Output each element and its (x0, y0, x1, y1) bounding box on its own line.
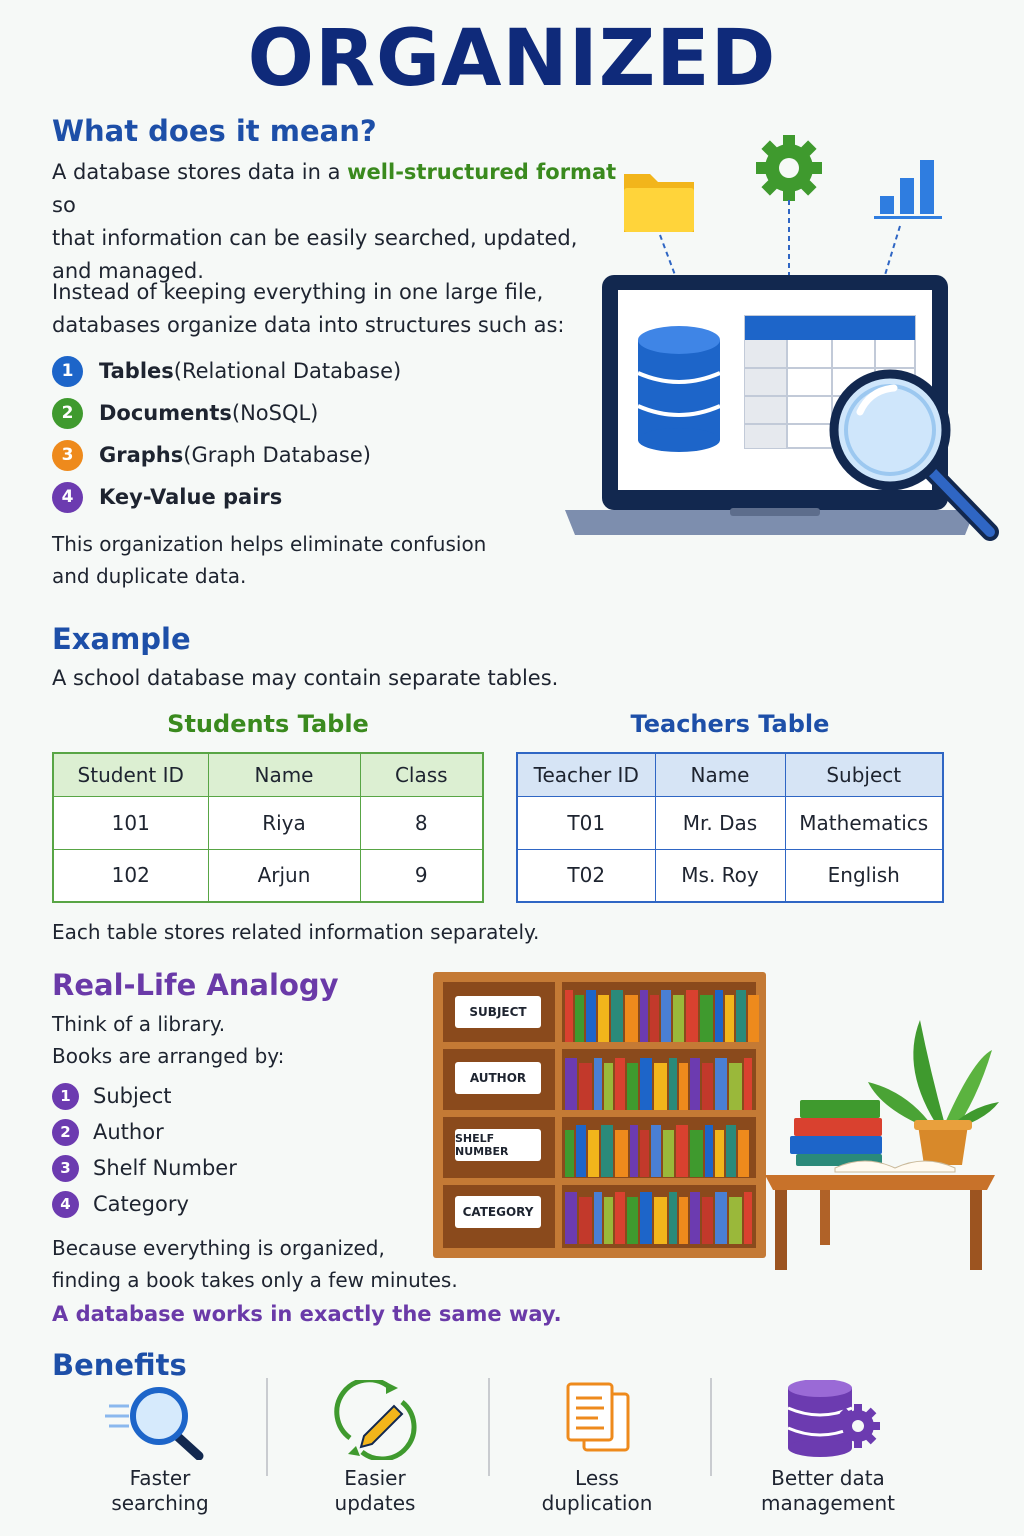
book-spine (615, 1058, 625, 1110)
benefit-easier-updates (310, 1380, 440, 1516)
p3-line1: This organization helps eliminate confusion (52, 532, 487, 556)
p1-line3: and managed. (52, 259, 204, 283)
number-badge: 4 (52, 1191, 79, 1218)
table-cell: Arjun (208, 849, 360, 902)
book-spine (679, 1063, 688, 1110)
page-title: ORGANIZED (247, 14, 777, 104)
table-cell: T02 (517, 849, 655, 902)
list-item (52, 1186, 237, 1222)
book-spine (725, 995, 734, 1042)
meaning-heading: What does it mean? (52, 114, 377, 148)
book-spine (594, 1192, 602, 1244)
structure-name: Key-Value pairs (99, 485, 283, 509)
benefit-label (532, 1466, 662, 1516)
book-spine (676, 1125, 688, 1177)
bar-chart-icon (874, 160, 942, 219)
desk-illustration (760, 1000, 1005, 1280)
analogy-closing (52, 1232, 458, 1296)
book-spine (726, 1125, 736, 1177)
book-spine (702, 1063, 713, 1110)
book-spine (669, 1192, 677, 1244)
list-item (52, 1114, 237, 1150)
table-row (517, 849, 943, 902)
database-gear-icon (750, 1380, 906, 1460)
pencil-refresh-icon (310, 1380, 440, 1460)
closing-line1: Because everything is organized, (52, 1236, 385, 1260)
benefit-line2: duplication (541, 1491, 653, 1515)
book-spine (640, 1130, 649, 1177)
book-spine (576, 1125, 586, 1177)
benefit-line1: Easier (344, 1466, 406, 1490)
structures-list (52, 350, 401, 518)
laptop-illustration (560, 130, 1010, 550)
divider (266, 1378, 268, 1476)
gear-icon (756, 135, 822, 201)
benefit-label (95, 1466, 225, 1516)
number-badge: 3 (52, 1155, 79, 1182)
book-spine (700, 995, 713, 1042)
book-spine (604, 1197, 613, 1244)
book-spine (705, 1125, 713, 1177)
p2-line1: Instead of keeping everything in one large file, (52, 280, 544, 304)
book-spine (702, 1197, 713, 1244)
p1-line2: that information can be easily searched, updated, (52, 226, 578, 250)
p1-text: A database stores data in a (52, 160, 348, 184)
number-badge: 2 (52, 398, 83, 429)
book-spine (588, 1130, 599, 1177)
book-spine (679, 1197, 688, 1244)
list-item (52, 434, 401, 476)
table-row (53, 849, 483, 902)
benefit-line2: searching (111, 1491, 209, 1515)
book-spine (627, 1063, 638, 1110)
book-spine (661, 990, 671, 1042)
example-heading: Example (52, 622, 191, 656)
book-spine (640, 990, 648, 1042)
benefit-line1: Faster (129, 1466, 191, 1490)
teachers-table-title: Teachers Table (630, 710, 830, 738)
analogy-line1: Think of a library. (52, 1012, 226, 1036)
structure-desc: (NoSQL) (231, 401, 319, 425)
table-cell: 101 (53, 796, 208, 849)
book-spine (625, 995, 638, 1042)
table-cell: Mr. Das (655, 796, 785, 849)
benefit-better-data-management (750, 1380, 906, 1516)
table-cell: Riya (208, 796, 360, 849)
book-spine (654, 1197, 667, 1244)
shelf-label-shelf-number: SHELF NUMBER (455, 1129, 541, 1161)
example-intro: A school database may contain separate tables. (52, 666, 559, 690)
plant-icon (868, 1020, 999, 1165)
benefit-line2: management (761, 1491, 895, 1515)
column-header: Teacher ID (517, 753, 655, 796)
divider (710, 1378, 712, 1476)
column-header: Subject (785, 753, 943, 796)
analogy-line2: Books are arranged by: (52, 1044, 285, 1068)
book-spine (604, 1063, 613, 1110)
number-badge: 2 (52, 1119, 79, 1146)
teachers-table (516, 752, 944, 903)
students-table-title: Students Table (167, 710, 369, 738)
book-spine (669, 1058, 677, 1110)
list-item (52, 392, 401, 434)
book-spine (744, 1192, 752, 1244)
structure-desc: (Graph Database) (183, 443, 371, 467)
book-spine (690, 1130, 703, 1177)
example-note: Each table stores related information separately. (52, 920, 540, 944)
book-spine (729, 1197, 742, 1244)
book-spine (651, 1125, 661, 1177)
list-item (52, 350, 401, 392)
book-spine (640, 1058, 652, 1110)
list-item-label: Author (93, 1120, 164, 1144)
meaning-paragraph-3 (52, 528, 486, 592)
book-spine (575, 995, 584, 1042)
list-item-label: Subject (93, 1084, 172, 1108)
structure-name: Tables (99, 359, 174, 383)
list-item (52, 476, 401, 518)
magnifier-icon (95, 1380, 225, 1460)
column-header: Name (208, 753, 360, 796)
column-header: Name (655, 753, 785, 796)
table-cell: 8 (360, 796, 483, 849)
table-cell: 102 (53, 849, 208, 902)
number-badge: 1 (52, 1083, 79, 1110)
benefits-heading: Benefits (52, 1348, 187, 1382)
meaning-paragraph-1 (52, 156, 622, 288)
book-spine (690, 1192, 700, 1244)
divider (488, 1378, 490, 1476)
book-spine (673, 995, 684, 1042)
benefit-line1: Less (575, 1466, 619, 1490)
benefit-less-duplication (532, 1380, 662, 1516)
column-header: Class (360, 753, 483, 796)
table-header-row (53, 753, 483, 796)
book-spine (686, 990, 698, 1042)
p1-highlight: well-structured format (347, 160, 617, 184)
book-spine (715, 990, 723, 1042)
analogy-tagline: A database works in exactly the same way. (52, 1302, 562, 1326)
book-spine (748, 995, 759, 1042)
book-spine (650, 995, 659, 1042)
book-spine (736, 990, 746, 1042)
table-header-row (517, 753, 943, 796)
benefit-label (750, 1466, 906, 1516)
list-item (52, 1078, 237, 1114)
book-spine (601, 1125, 613, 1177)
column-header: Student ID (53, 753, 208, 796)
analogy-intro (52, 1008, 284, 1072)
table-cell: Ms. Roy (655, 849, 785, 902)
documents-icon (532, 1380, 662, 1460)
book-spine (715, 1058, 727, 1110)
book-spine (663, 1130, 674, 1177)
book-spine (744, 1058, 752, 1110)
table-row (517, 796, 943, 849)
list-item (52, 1150, 237, 1186)
bookshelf-illustration (433, 972, 766, 1258)
table-cell: 9 (360, 849, 483, 902)
analogy-list (52, 1078, 237, 1222)
book-spine (579, 1063, 592, 1110)
book-spine (586, 990, 596, 1042)
book-spine (654, 1063, 667, 1110)
book-spine (615, 1130, 628, 1177)
number-badge: 4 (52, 482, 83, 513)
database-icon (638, 326, 720, 452)
benefit-line1: Better data (771, 1466, 885, 1490)
book-spine (640, 1192, 652, 1244)
book-spine (630, 1125, 638, 1177)
book-spine (738, 1130, 749, 1177)
book-spine (611, 990, 623, 1042)
book-spine (690, 1058, 700, 1110)
stacked-books-icon (790, 1100, 882, 1166)
book-spine (579, 1197, 592, 1244)
shelf-label-author: AUTHOR (455, 1062, 541, 1094)
closing-line2: finding a book takes only a few minutes. (52, 1268, 458, 1292)
structure-desc: (Relational Database) (173, 359, 402, 383)
table-cell: English (785, 849, 943, 902)
structure-name: Documents (99, 401, 232, 425)
number-badge: 1 (52, 356, 83, 387)
book-spine (715, 1130, 724, 1177)
table-cell: T01 (517, 796, 655, 849)
benefit-line2: updates (334, 1491, 416, 1515)
structure-name: Graphs (99, 443, 184, 467)
table-cell: Mathematics (785, 796, 943, 849)
list-item-label: Category (93, 1192, 189, 1216)
students-table (52, 752, 484, 903)
book-spine (598, 995, 609, 1042)
book-spine (594, 1058, 602, 1110)
benefit-label (310, 1466, 440, 1516)
book-spine (565, 1192, 577, 1244)
book-spine (565, 1130, 574, 1177)
p2-line2: databases organize data into structures such as: (52, 313, 565, 337)
book-spine (565, 1058, 577, 1110)
book-spine (615, 1192, 625, 1244)
p1-text-after: so (52, 193, 76, 217)
shelf-label-subject: SUBJECT (455, 996, 541, 1028)
benefit-faster-searching (95, 1380, 225, 1516)
shelf-label-category: CATEGORY (455, 1196, 541, 1228)
number-badge: 3 (52, 440, 83, 471)
book-spine (565, 990, 573, 1042)
book-spine (729, 1063, 742, 1110)
table-row (53, 796, 483, 849)
analogy-heading: Real-Life Analogy (52, 968, 339, 1002)
book-spine (627, 1197, 638, 1244)
p3-line2: and duplicate data. (52, 564, 247, 588)
book-spine (715, 1192, 727, 1244)
meaning-paragraph-2 (52, 276, 572, 342)
folder-icon (624, 174, 694, 232)
list-item-label: Shelf Number (93, 1156, 237, 1180)
